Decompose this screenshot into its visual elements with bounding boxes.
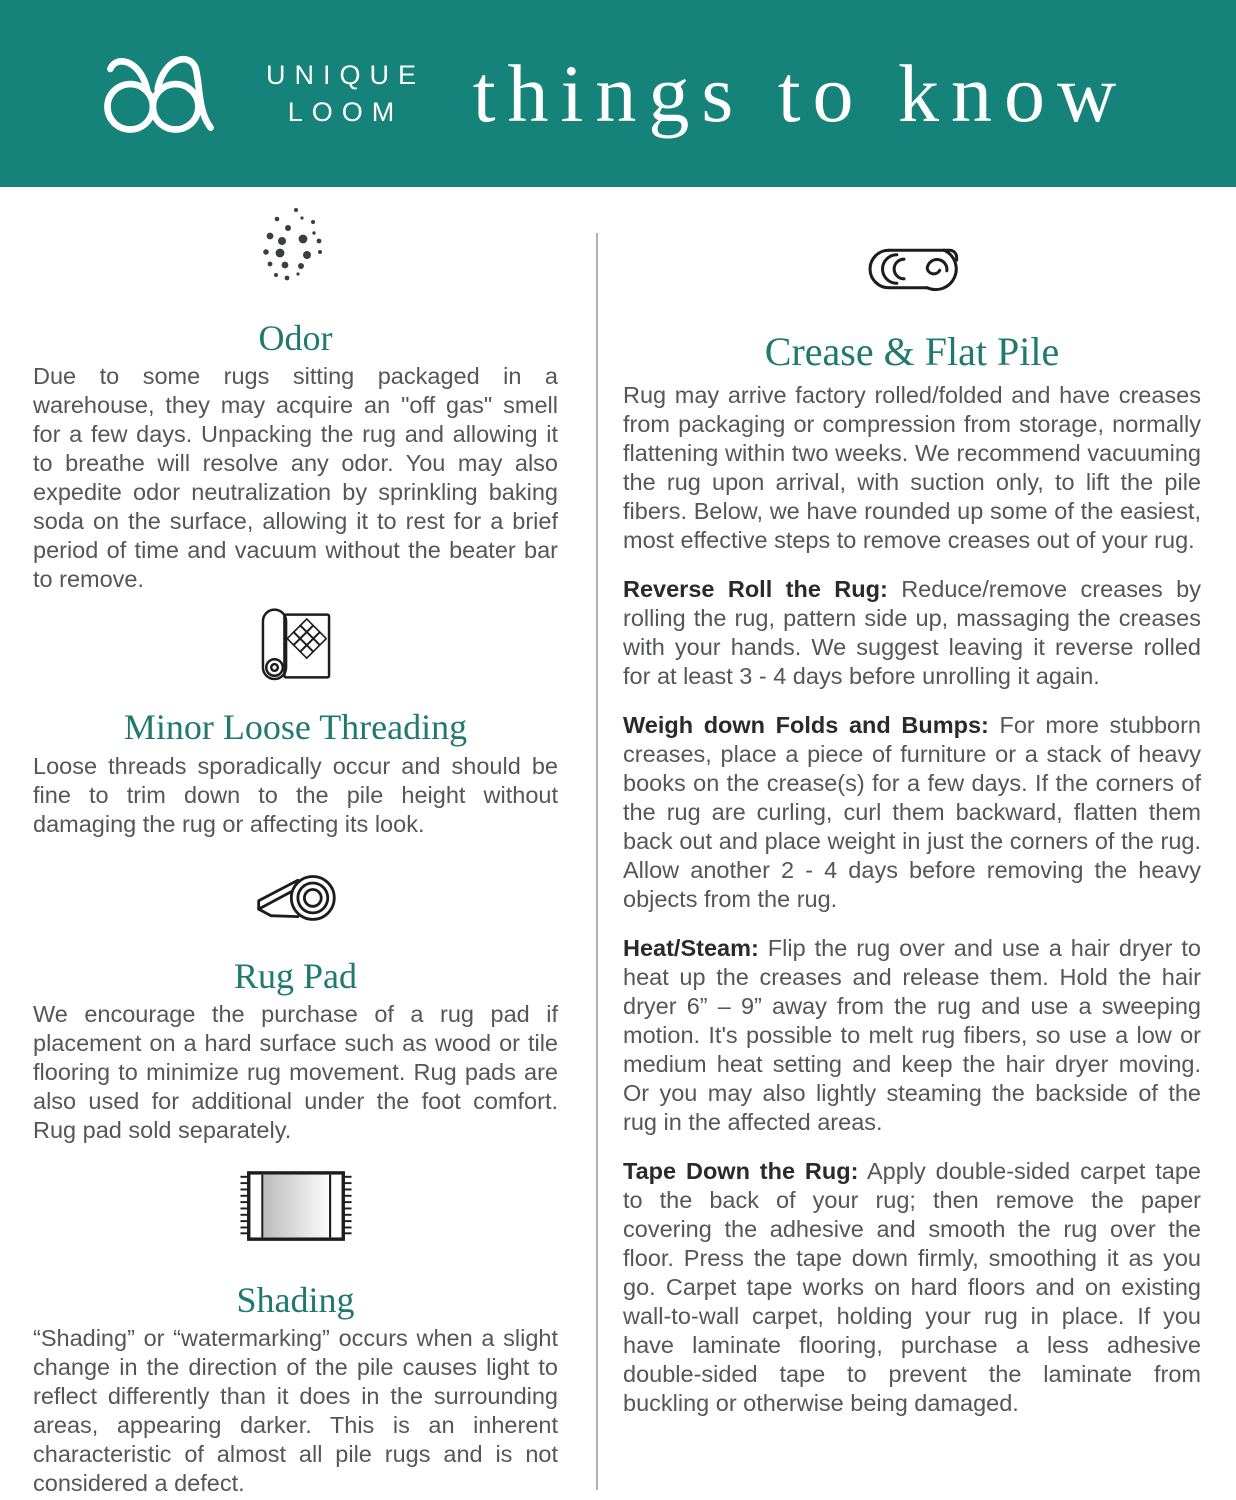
tip-paragraph-weigh-down — [623, 711, 1201, 914]
tip-body: Flip the rug over and use a hair dryer to heat up the creases and release them. Hold the hair dryer 6” – 9” away from the rug and use a sweeping motion. It's possible to melt rug fibers, so use a low or medium heat setting and keep the hair dryer moving. Or you may also lightly steaming the backside of the rug in the affected areas. — [623, 934, 1202, 1135]
tip-body: For more stubborn creases, place a piece of furniture or a stack of heavy books on the crease(s) for a few days. If the corners of the rug are curling, curl them backward, flatten them back out and place weight in just the corners of the rug. Allow another 2 - 4 days before removing the heavy objects from the rug. — [623, 711, 1202, 912]
brand-line2: LOOM — [287, 96, 404, 127]
section-rugpad — [33, 869, 558, 1145]
header-banner — [0, 0, 1236, 187]
section-heading: Minor Loose Threading — [123, 707, 468, 748]
tip-lead: Tape Down the Rug: — [623, 1157, 859, 1184]
crease-intro: Rug may arrive factory rolled/folded and have creases from packaging or compression from storage, normally flattening within two weeks. We recommend vacuuming the rug upon arrival, with suction only, to lift the pile fibers. Below, we have rounded up some of the easiest, most effective steps to remove creases out of your rug. — [623, 381, 1201, 553]
brand-wordmark — [266, 57, 425, 130]
tip-lead: Heat/Steam: — [623, 934, 759, 961]
section-heading: Odor — [258, 318, 333, 358]
brand-block — [98, 43, 425, 145]
right-column — [623, 187, 1201, 1418]
fringed-rug-icon — [237, 1169, 355, 1245]
section-heading: Rug Pad — [233, 955, 357, 996]
content-area — [0, 187, 1236, 1498]
section-odor — [33, 205, 558, 594]
crease-heading: Crease & Flat Pile — [764, 329, 1060, 374]
tip-lead: Weigh down Folds and Bumps: — [623, 711, 989, 738]
column-divider — [596, 233, 598, 1490]
rugpad-icon-row — [33, 869, 558, 930]
tip-paragraph-tape-down — [623, 1157, 1201, 1418]
odor-dots-icon — [257, 205, 335, 289]
rolled-rug-crosshatch-icon — [258, 604, 334, 688]
section-body: Loose threads sporadically occur and should be fine to trim down to the pile height without damaging the rug or affecting its look. — [33, 752, 558, 837]
page-title: things to know — [472, 47, 1129, 139]
left-column — [33, 187, 558, 1498]
section-threading — [33, 604, 558, 838]
tip-paragraph-reverse-roll — [623, 575, 1201, 691]
section-body: “Shading” or “watermarking” occurs when a slight change in the direction of the pile causes light to reflect differently than it does in the surrounding areas, appearing darker. This is an inherent characteristic of almost all pile rugs and is not considered a defect. — [33, 1325, 558, 1497]
section-heading: Shading — [236, 1279, 355, 1320]
brand-line1: UNIQUE — [266, 60, 426, 91]
shading-icon-row — [33, 1169, 558, 1250]
threading-icon-row — [33, 604, 558, 693]
odor-icon-row — [33, 205, 558, 294]
tip-lead: Reverse Roll the Rug: — [623, 575, 888, 602]
section-body: We encourage the purchase of a rug pad if placement on a hard surface such as wood or tile flooring to minimize rug movement. Rug pads are also used for additional under the foot comfort. Rug pad sold separately. — [33, 1000, 558, 1143]
tip-paragraph-heat-steam — [623, 934, 1201, 1137]
section-shading — [33, 1169, 558, 1498]
crease-icon-row — [623, 245, 1201, 298]
tip-body: Reduce/remove creases by rolling the rug, pattern side up, massaging the creases with your hands. We suggest leaving it reverse rolled for at least 3 - 4 days before unrolling it again. — [623, 575, 1201, 689]
rug-pad-roll-icon — [250, 869, 342, 925]
section-body: Due to some rugs sitting packaged in a warehouse, they may acquire an "off gas" smell for a few days. Unpacking the rug and allowing it to breathe will resolve any odor. You may also expedite odor neutralization by sprinkling baking soda on the surface, allowing it to rest for a brief period of time and vacuum without the beater bar to remove. — [33, 363, 558, 593]
tip-body: Apply double-sided carpet tape to the back of your rug; then remove the paper covering the adhesive and smooth the rug over the floor. Press the tape down firmly, smoothing it as you go. Carpet tape works on hard floors and on existing wall-to-wall carpet, holding your rug in place. If you have laminate flooring, purchase a less adhesive double-sided tape to prevent the laminate from buckling or otherwise being damaged. — [623, 1157, 1202, 1416]
unique-loom-logo-icon — [98, 43, 240, 145]
rolled-rug-side-icon — [862, 245, 962, 293]
